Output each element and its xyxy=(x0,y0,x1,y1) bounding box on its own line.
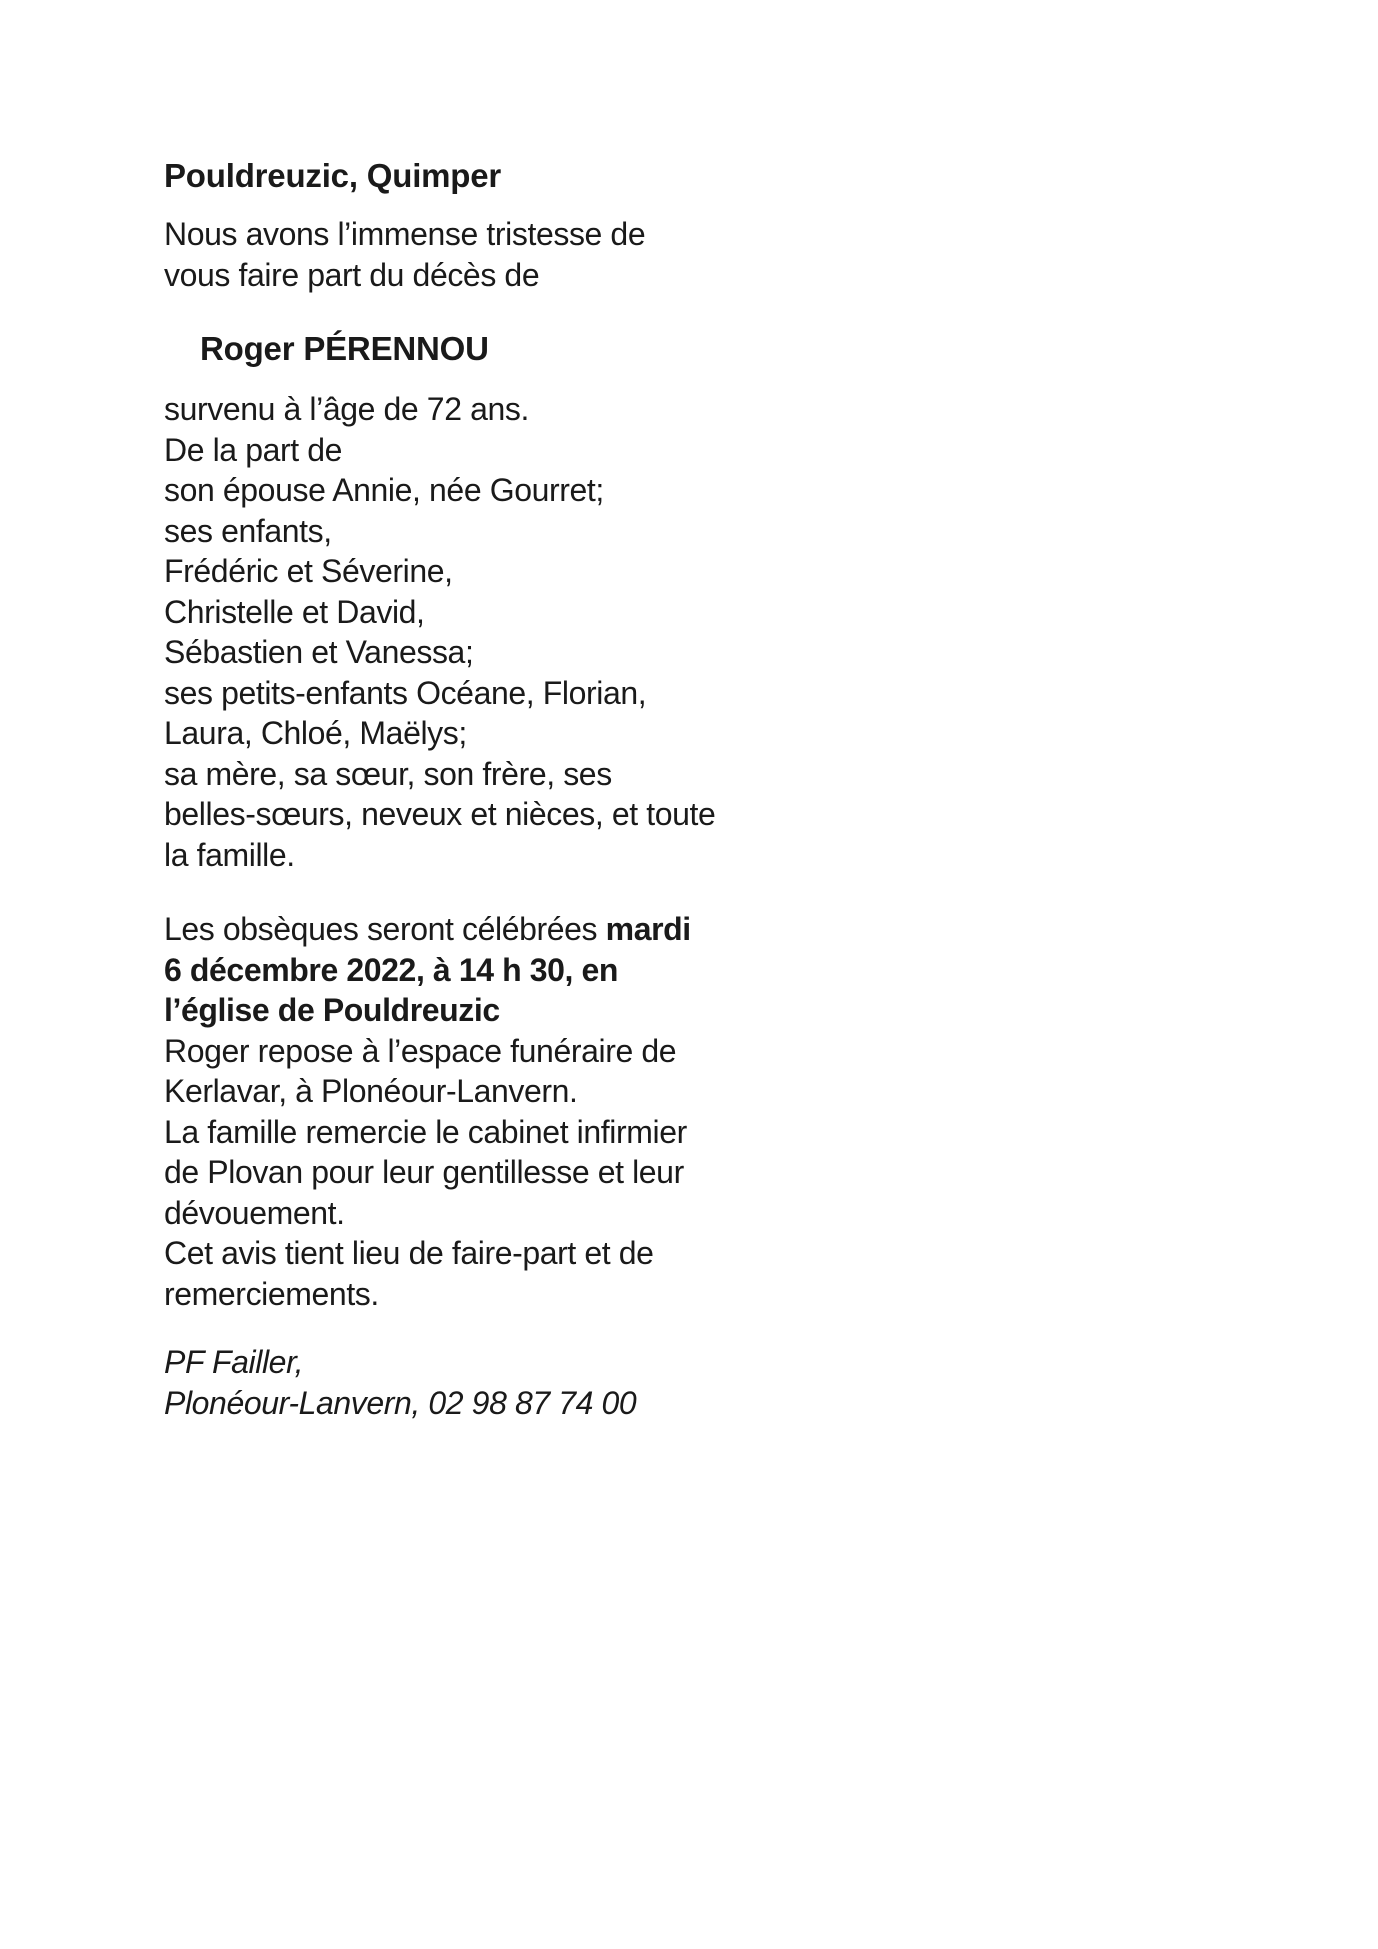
family-line: la famille. xyxy=(164,836,295,873)
family-line: Laura, Chloé, Maëlys; xyxy=(164,715,467,751)
closing-line: La famille remercie le cabinet infirmier xyxy=(164,1113,687,1150)
closing-line: Roger repose à l’espace funéraire de xyxy=(164,1032,677,1069)
obituary-notice xyxy=(164,156,804,1423)
family-line: Sébastien et Vanessa; xyxy=(164,634,474,670)
signature-line: PF Failler, xyxy=(164,1344,304,1380)
closing-line: dévouement. xyxy=(164,1194,345,1231)
family-line: son épouse Annie, née Gourret; xyxy=(164,472,604,508)
family-line: Christelle et David, xyxy=(164,593,425,630)
family-list xyxy=(164,389,804,875)
paragraph-spacer xyxy=(164,875,804,909)
funeral-intro-text: Les obsèques seront célébrées xyxy=(164,911,606,947)
deceased-last-name: PÉRENNOU xyxy=(303,330,489,367)
notice-location: Pouldreuzic, Quimper xyxy=(164,157,502,194)
paragraph-spacer xyxy=(164,1314,804,1342)
family-line: ses petits-enfants Océane, Florian, xyxy=(164,674,647,711)
family-line: sa mère, sa sœur, son frère, ses xyxy=(164,755,612,792)
funeral-day: mardi xyxy=(605,911,691,947)
closing-line: Kerlavar, à Plonéour-Lanvern. xyxy=(164,1073,578,1109)
intro-line: vous faire part du décès de xyxy=(164,256,540,293)
closing-line: remerciements. xyxy=(164,1275,379,1312)
signature-line: Plonéour-Lanvern, 02 98 87 74 00 xyxy=(164,1384,637,1421)
funeral-line xyxy=(164,909,804,950)
closing-line: de Plovan pour leur gentillesse et leur xyxy=(164,1154,684,1190)
deceased-first-name: Roger xyxy=(200,330,295,367)
funeral-date-time: 6 décembre 2022, à 14 h 30, en xyxy=(164,951,619,988)
closing-line: Cet avis tient lieu de faire-part et de xyxy=(164,1235,654,1271)
notice-intro xyxy=(164,214,804,295)
family-line: survenu à l’âge de 72 ans. xyxy=(164,391,529,427)
funeral-details xyxy=(164,909,804,1314)
family-line: ses enfants, xyxy=(164,512,332,549)
funeral-home-signature xyxy=(164,1342,804,1423)
family-line: belles-sœurs, neveux et nièces, et toute xyxy=(164,796,716,832)
family-line: Frédéric et Séverine, xyxy=(164,553,453,589)
family-line: De la part de xyxy=(164,431,343,468)
funeral-place: l’église de Pouldreuzic xyxy=(164,992,500,1028)
deceased-name xyxy=(200,329,804,369)
intro-line: Nous avons l’immense tristesse de xyxy=(164,216,646,252)
